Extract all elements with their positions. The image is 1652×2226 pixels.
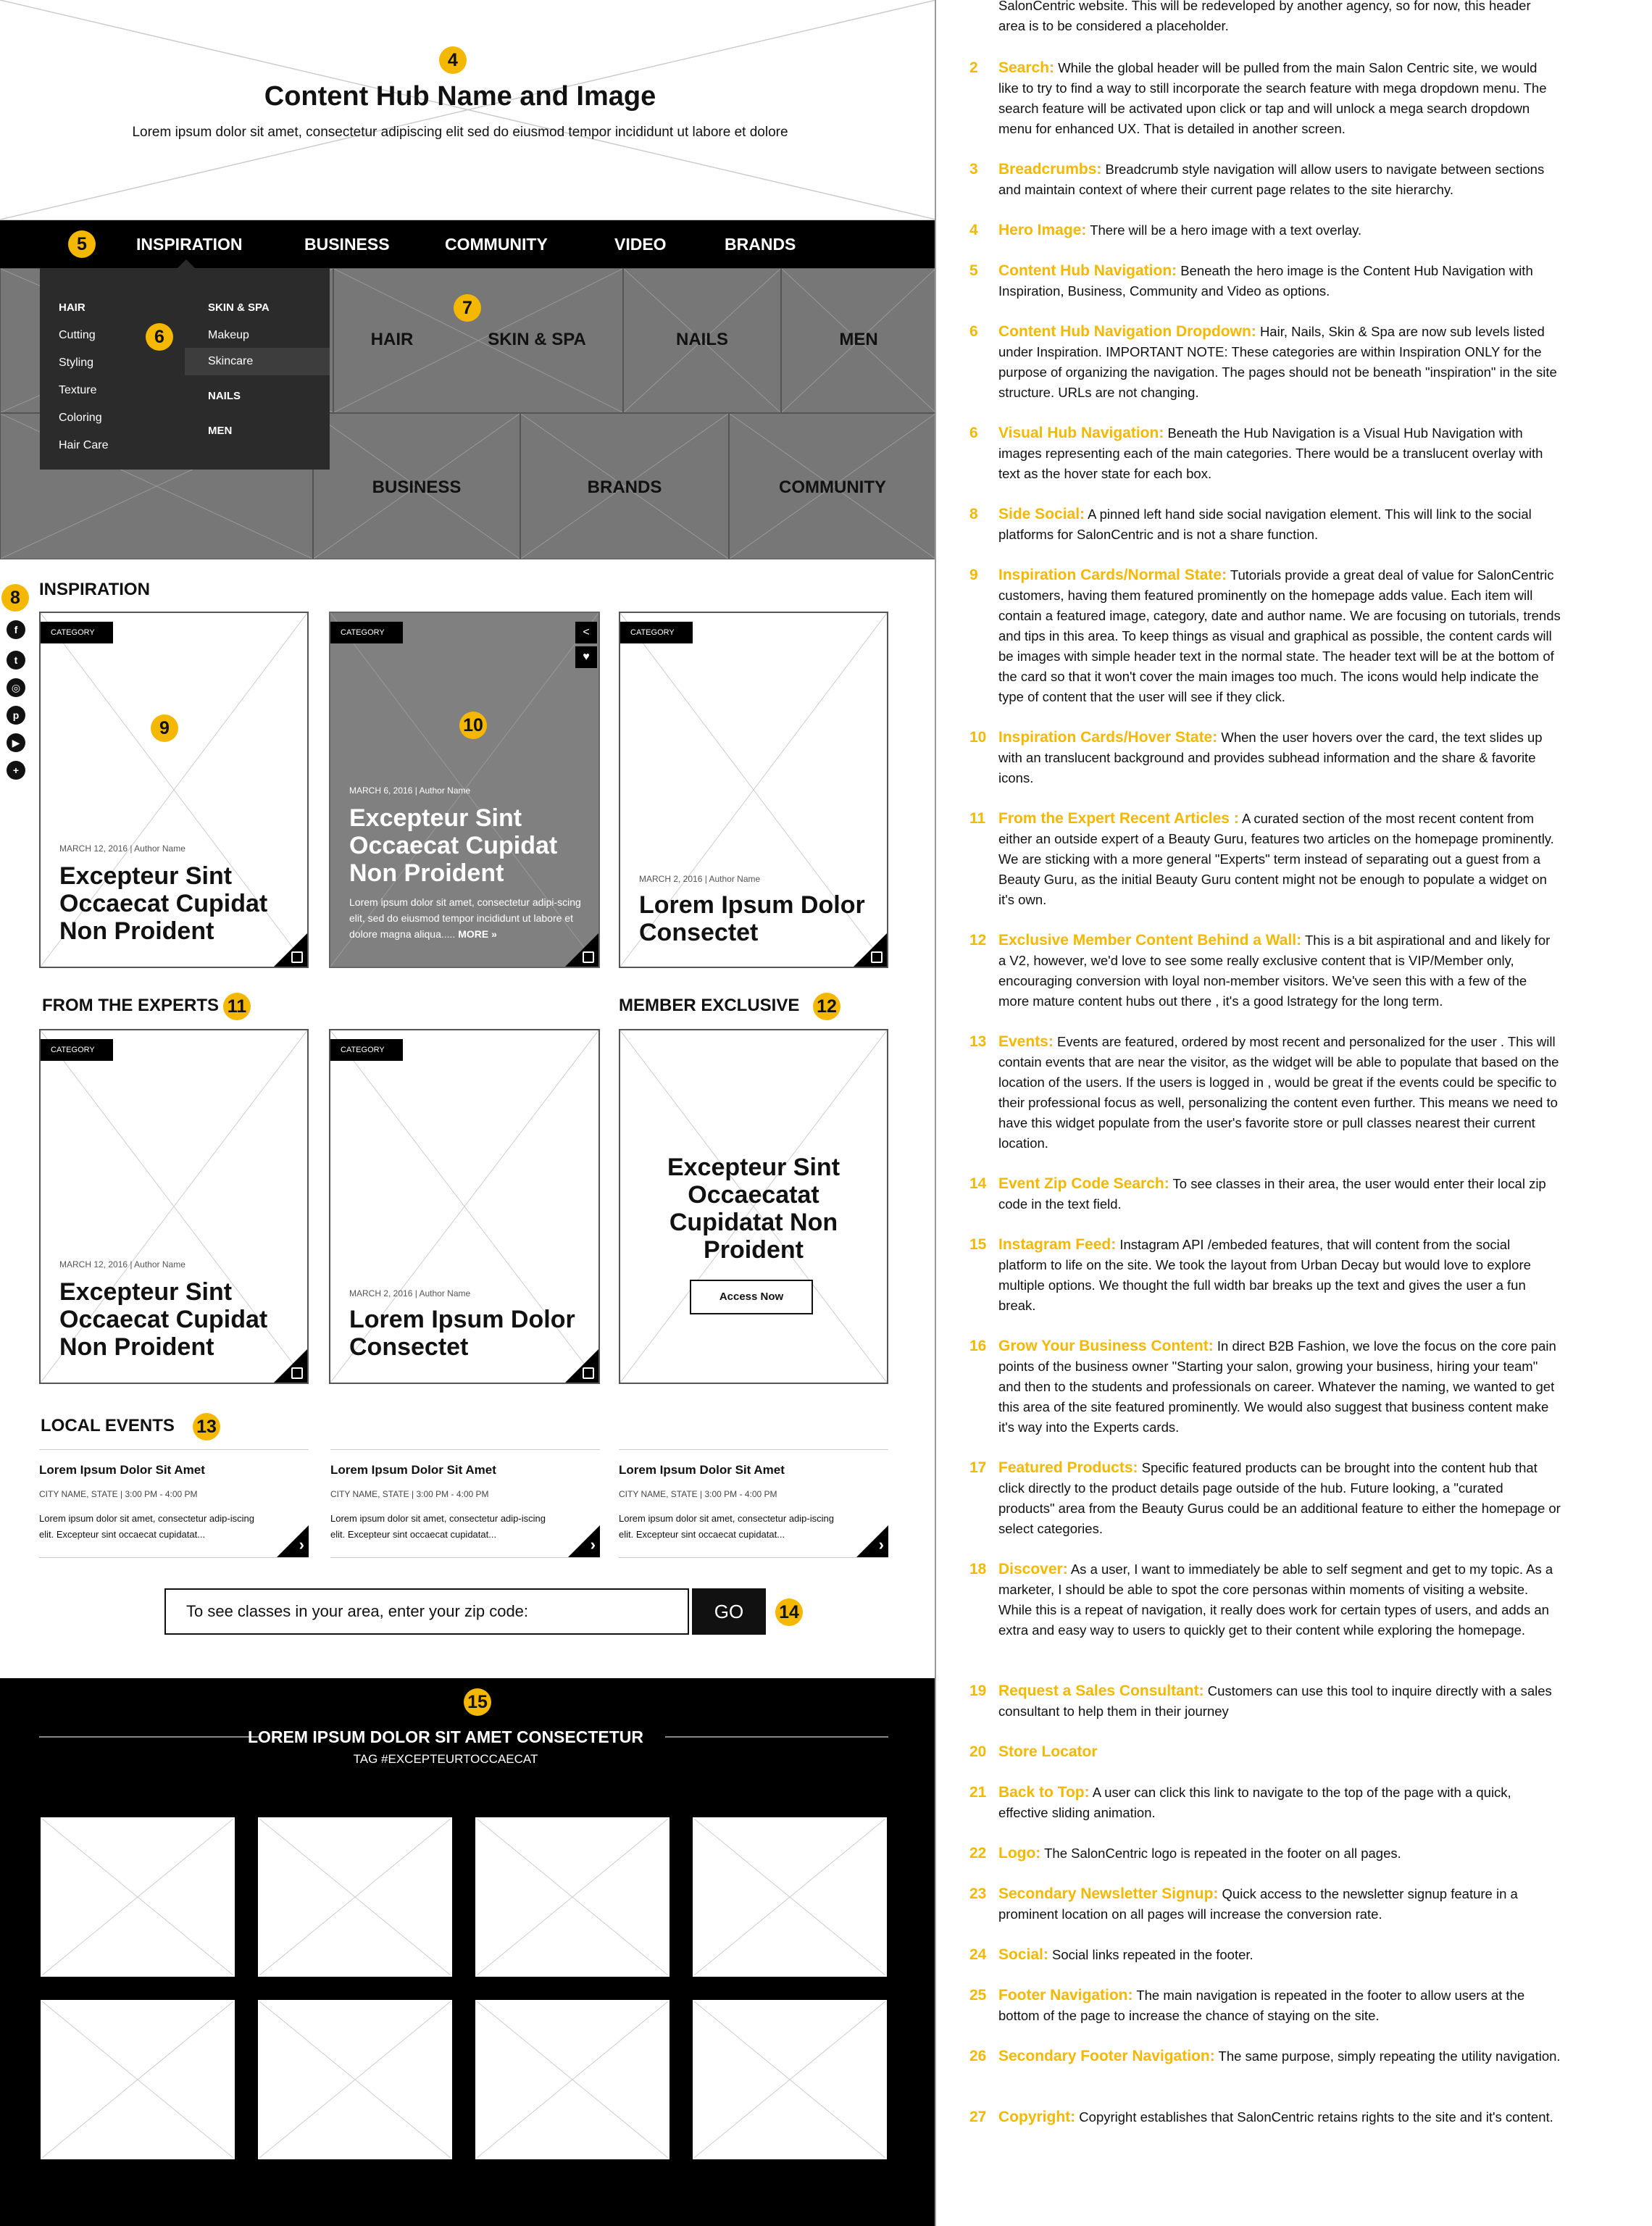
instagram-image[interactable]: [41, 2000, 235, 2159]
note-number: 12: [969, 932, 987, 949]
note-number: 2: [969, 59, 978, 76]
dropdown-item-texture[interactable]: Texture: [59, 384, 97, 396]
expert-card[interactable]: [329, 1029, 600, 1384]
card-meta: MARCH 12, 2016 | Author Name: [59, 843, 185, 854]
note-title: Inspiration Cards/Hover State:: [998, 729, 1218, 746]
annotation-badge: 8: [1, 584, 29, 612]
expert-card[interactable]: [39, 1029, 309, 1384]
dropdown-heading-skin-spa[interactable]: SKIN & SPA: [208, 301, 270, 314]
note-number: 4: [969, 222, 978, 238]
note-title: Breadcrumbs:: [998, 161, 1102, 178]
event-meta: CITY NAME, STATE | 3:00 PM - 4:00 PM: [39, 1489, 198, 1499]
instagram-image[interactable]: [41, 1817, 235, 1977]
card-meta: MARCH 2, 2016 | Author Name: [349, 1288, 471, 1298]
note-title: Inspiration Cards/Normal State:: [998, 567, 1227, 583]
note-item: [967, 423, 1561, 484]
note-text: This is a bit aspirational and and likely for a V2, however, we'd love to see some really exclusive content that is VIP/Member only, encouraging conversion with loyal non-member visitors. We've seen this with a few of the more mature content hubs out there , it's a good lstrategy for the long term.: [998, 933, 1551, 1009]
card-title: Excepteur Sint Occaecat Cupidat Non Proident: [349, 804, 558, 887]
visual-tile-brands[interactable]: [520, 413, 729, 559]
section-heading-events: LOCAL EVENTS: [41, 1416, 175, 1435]
nav-item-video[interactable]: VIDEO: [614, 235, 667, 254]
annotation-badge: 15: [464, 1688, 491, 1716]
nav-item-business[interactable]: BUSINESS: [304, 235, 390, 254]
video-icon: [583, 951, 594, 963]
nav-item-inspiration[interactable]: INSPIRATION: [136, 235, 243, 254]
note-number: 26: [969, 2048, 987, 2064]
placeholder-cross: [42, 1819, 233, 1975]
note-intro: [967, 0, 1561, 36]
note-title: Footer Navigation:: [998, 1987, 1133, 2004]
note-text: Copyright establishes that SalonCentric retains rights to the site and it's content.: [1079, 2109, 1553, 2125]
note-title: Secondary Footer Navigation:: [998, 2048, 1215, 2064]
visual-tile-community[interactable]: [729, 413, 936, 559]
visual-tile-nails[interactable]: [623, 268, 781, 413]
note-title: Back to Top:: [998, 1784, 1090, 1801]
event-meta: CITY NAME, STATE | 3:00 PM - 4:00 PM: [619, 1489, 777, 1499]
dropdown-item-coloring[interactable]: Coloring: [59, 412, 102, 424]
annotation-badge: 7: [454, 294, 481, 322]
event-body: Lorem ipsum dolor sit amet, consectetur adip-iscing elit. Excepteur sint occaecat cupidatat...: [619, 1513, 834, 1540]
note-title: Content Hub Navigation:: [998, 262, 1177, 279]
note-item: [967, 261, 1561, 301]
visual-tile-label-skin-spa: SKIN & SPA: [488, 330, 586, 349]
note-number: 14: [969, 1175, 987, 1192]
note-item: [967, 1336, 1561, 1438]
section-heading-inspiration: INSPIRATION: [39, 580, 150, 599]
content-hub-dropdown: [40, 268, 330, 470]
category-label[interactable]: CATEGORY: [330, 622, 403, 643]
category-label[interactable]: CATEGORY: [41, 1039, 113, 1061]
content-hub-navigation: [0, 220, 936, 268]
note-item: [967, 565, 1561, 707]
plus-icon[interactable]: +: [7, 761, 25, 780]
inspiration-card-hover[interactable]: [329, 612, 600, 968]
note-number: 10: [969, 729, 987, 746]
note-text: A curated section of the most recent content from either an outside expert of a Beauty Guru, features two articles on the homepage prominently. We are sticking with a more general "Experts" term instead of separating out a guest from a Beauty Guru, as the initial Beauty Guru content might not be enough to populate a widget on it's own.: [998, 811, 1554, 907]
card-meta: MARCH 2, 2016 | Author Name: [639, 874, 761, 884]
instagram-icon[interactable]: ◎: [7, 678, 25, 697]
visual-tile-label-community: COMMUNITY: [779, 478, 886, 497]
note-number: 15: [969, 1236, 987, 1253]
note-text: When the user hovers over the card, the text slides up with an translucent background and provides subhead information and the share & favorite icons.: [998, 730, 1543, 785]
note-text: Quick access to the newsletter signup feature in a prominent location on all pages will increase the conversion rate.: [998, 1886, 1518, 1922]
note-item: [967, 504, 1561, 545]
note-item: [967, 2046, 1561, 2067]
section-heading-member: MEMBER EXCLUSIVE: [619, 996, 800, 1015]
zip-code-input[interactable]: [164, 1588, 689, 1635]
note-number: 21: [969, 1784, 987, 1801]
note-text: There will be a hero image with a text overlay.: [1090, 222, 1362, 238]
note-text: Specific featured products can be brought into the content hub that click directly to the product details page outside of the hub. Future looking, a "curated products" area from the Beauty Gurus could be an additional feature to either the homepage or select categories.: [998, 1460, 1561, 1536]
note-item: [967, 1032, 1561, 1154]
instagram-image[interactable]: [475, 1817, 669, 1977]
image-icon: [291, 1367, 303, 1379]
section-heading-experts: FROM THE EXPERTS: [42, 996, 220, 1015]
visual-tile-hair-overlay: [333, 268, 623, 413]
annotation-badge: 14: [775, 1598, 803, 1626]
category-label[interactable]: CATEGORY: [330, 1039, 403, 1061]
note-title: Secondary Newsletter Signup:: [998, 1885, 1219, 1902]
note-item: [967, 1458, 1561, 1539]
note-text: Beneath the hero image is the Content Hub Navigation with Inspiration, Business, Community and Video as options.: [998, 263, 1533, 299]
note-text: Beneath the Hub Navigation is a Visual Hub Navigation with images representing each of the main categories. There would be a translucent overlay with text as the hover state for each box.: [998, 425, 1543, 481]
event-body: Lorem ipsum dolor sit amet, consectetur adip-iscing elit. Excepteur sint occaecat cupidatat...: [39, 1513, 254, 1540]
instagram-title: LOREM IPSUM DOLOR SIT AMET CONSECTETUR: [247, 1727, 644, 1746]
instagram-image[interactable]: [693, 1817, 887, 1977]
dropdown-heading-nails[interactable]: NAILS: [208, 390, 241, 402]
instagram-image[interactable]: [693, 2000, 887, 2159]
note-item: [967, 1945, 1561, 1965]
note-number: 24: [969, 1946, 987, 1963]
note-text: Social links repeated in the footer.: [1052, 1947, 1253, 1962]
visual-tile-label-hair: HAIR: [370, 330, 414, 349]
note-item: [967, 728, 1561, 788]
note-item: [967, 1174, 1561, 1214]
image-icon: [871, 951, 883, 963]
event-title: Lorem Ipsum Dolor Sit Amet: [330, 1463, 496, 1477]
note-text: A user can click this link to navigate to the top of the page with a quick, effective sliding animation.: [998, 1785, 1511, 1820]
note-text: Events are featured, ordered by most recent and personalized for the user . This will contain events that are near the visitor, as the widget will be able to populate that based on the location of the users. If the users is logged in , would be great if the events could be specific to their professional focus as well, personalizing the content even further. This means we need to have this widget populate from the user's favorite store or pull classes nearest their current location.: [998, 1034, 1559, 1151]
note-text: The main navigation is repeated in the footer to allow users at the bottom of the page to increase the chance of staying on the site.: [998, 1988, 1525, 2023]
note-number: 17: [969, 1459, 987, 1476]
category-label[interactable]: CATEGORY: [620, 622, 693, 643]
access-now-button[interactable]: Access Now: [690, 1280, 813, 1314]
annotation-badge: 13: [193, 1413, 220, 1441]
note-number: 19: [969, 1683, 987, 1699]
member-title: Excepteur Sint Occaecatat Cupidatat Non Proident: [667, 1154, 840, 1264]
note-number: 18: [969, 1561, 987, 1577]
event-title: Lorem Ipsum Dolor Sit Amet: [619, 1463, 785, 1477]
note-title: Event Zip Code Search:: [998, 1175, 1169, 1192]
instagram-image[interactable]: [258, 1817, 452, 1977]
note-text: To see classes in their area, the user would enter their local zip code in the text field.: [998, 1176, 1546, 1212]
note-number: 16: [969, 1338, 987, 1354]
chevron-right-icon[interactable]: ›: [590, 1535, 596, 1554]
dropdown-item-highlight: [185, 348, 330, 375]
card-meta: MARCH 12, 2016 | Author Name: [59, 1259, 185, 1270]
note-text: Customers can use this tool to inquire directly with a sales consultant to help them in their journey: [998, 1683, 1552, 1719]
annotation-badge: 12: [813, 993, 840, 1020]
share-icon[interactable]: <: [575, 622, 597, 643]
note-title: From the Expert Recent Articles :: [998, 810, 1239, 827]
note-item: [967, 322, 1561, 403]
note-title: Social:: [998, 1946, 1048, 1963]
card-body: [349, 894, 588, 942]
card-title: Excepteur Sint Occaecat Cupidat Non Proident: [59, 1278, 268, 1361]
visual-tile-label-business: BUSINESS: [372, 478, 462, 497]
annotation-badge: 4: [439, 46, 467, 74]
note-item: [967, 809, 1561, 910]
pinterest-icon[interactable]: p: [7, 706, 25, 725]
instagram-image[interactable]: [258, 2000, 452, 2159]
event-item[interactable]: [39, 1449, 309, 1558]
note-item: [967, 159, 1561, 200]
note-number: 5: [969, 262, 978, 279]
dropdown-item-hair-care[interactable]: Hair Care: [59, 439, 109, 451]
card-title: Lorem Ipsum Dolor Consectet: [349, 1306, 575, 1361]
note-text: In direct B2B Fashion, we love the focus on the core pain points of the business owner "Starting your salon, growing your business, hiring your team" and then to the students and professionals on career. Whatever the naming, we wanted to get this area of the site featured prominently. We would also suggest that business content make it's way into the Experts cards.: [998, 1338, 1556, 1435]
favorite-icon[interactable]: ♥: [575, 646, 597, 668]
dropdown-item-styling[interactable]: Styling: [59, 357, 94, 369]
placeholder-cross: [259, 2001, 451, 2158]
note-number: 3: [969, 161, 978, 178]
placeholder-cross: [259, 1819, 451, 1975]
go-button[interactable]: GO: [692, 1588, 766, 1635]
chevron-right-icon[interactable]: ›: [299, 1535, 304, 1554]
placeholder-cross: [694, 2001, 885, 2158]
dropdown-heading-men[interactable]: MEN: [208, 425, 233, 437]
note-text: SalonCentric website. This will be redeveloped by another agency, so for now, this header area is to be considered a placeholder.: [998, 0, 1531, 33]
note-number: 27: [969, 2109, 987, 2125]
placeholder-cross: [694, 1819, 885, 1975]
note-title: Visual Hub Navigation:: [998, 425, 1164, 441]
note-title: Featured Products:: [998, 1459, 1138, 1476]
note-item: [967, 1681, 1561, 1722]
nav-item-community[interactable]: COMMUNITY: [445, 235, 548, 254]
note-title: Grow Your Business Content:: [998, 1338, 1214, 1354]
note-number: 25: [969, 1987, 987, 2004]
visual-tile-label-brands: BRANDS: [587, 478, 662, 497]
note-number: 6: [969, 425, 978, 441]
visual-tile-business[interactable]: [313, 413, 520, 559]
more-link[interactable]: MORE »: [458, 928, 497, 940]
placeholder-cross: [477, 2001, 668, 2158]
note-title: Store Locator: [998, 1743, 1098, 1760]
note-number: 6: [969, 323, 978, 340]
card-title: Lorem Ipsum Dolor Consectet: [639, 891, 865, 946]
category-label[interactable]: CATEGORY: [41, 622, 113, 643]
card-title: Excepteur Sint Occaecat Cupidat Non Proident: [59, 862, 268, 945]
youtube-icon[interactable]: ▶: [7, 733, 25, 752]
note-number: 13: [969, 1033, 987, 1050]
chevron-right-icon[interactable]: ›: [878, 1535, 884, 1554]
note-text: Breadcrumb style navigation will allow users to navigate between sections and maintain context of where their current page relates to the site hierarchy.: [998, 162, 1545, 197]
event-body: Lorem ipsum dolor sit amet, consectetur adip-iscing elit. Excepteur sint occaecat cupidatat...: [330, 1513, 546, 1540]
note-title: Exclusive Member Content Behind a Wall:: [998, 932, 1302, 949]
note-item: [967, 1559, 1561, 1641]
facebook-icon[interactable]: f: [7, 620, 25, 639]
note-title: Search:: [998, 59, 1055, 76]
note-title: Hero Image:: [998, 222, 1087, 238]
note-title: Copyright:: [998, 2109, 1076, 2125]
note-item: [967, 930, 1561, 1012]
note-text: A pinned left hand side social navigation element. This will link to the social platforms for SalonCentric and is not a share function.: [998, 507, 1532, 542]
dropdown-heading-hair[interactable]: HAIR: [59, 301, 85, 314]
event-meta: CITY NAME, STATE | 3:00 PM - 4:00 PM: [330, 1489, 489, 1499]
note-number: 11: [969, 810, 986, 827]
note-text: The same purpose, simply repeating the utility navigation.: [1218, 2048, 1561, 2064]
dropdown-caret: [176, 259, 196, 270]
note-item: [967, 2107, 1561, 2127]
annotation-badge: 10: [459, 712, 487, 739]
hero-subtitle: Lorem ipsum dolor sit amet, consectetur adipiscing elit sed do eiusmod tempor incididunt ut labore et dolore: [132, 125, 788, 140]
note-text: The SalonCentric logo is repeated in the footer on all pages.: [1044, 1846, 1401, 1861]
zip-code-placeholder: To see classes in your area, enter your zip code:: [186, 1602, 529, 1620]
visual-tile-label-men: MEN: [839, 330, 878, 349]
inspiration-card[interactable]: [619, 612, 888, 968]
note-item: [967, 220, 1561, 241]
annotation-badge: 11: [223, 993, 251, 1020]
note-title: Instagram Feed:: [998, 1236, 1117, 1253]
note-item: [967, 1783, 1561, 1823]
note-title: Discover:: [998, 1561, 1068, 1577]
instagram-image[interactable]: [475, 2000, 669, 2159]
instagram-feed: [0, 1678, 936, 2226]
event-item[interactable]: [619, 1449, 888, 1558]
hero-title: Content Hub Name and Image: [264, 81, 656, 112]
note-text: Hair, Nails, Skin & Spa are now sub levels listed under Inspiration. IMPORTANT NOTE: These categories are within Inspiration ONLY for the purpose of organizing the navigation. The pages should not be beneath "inspiration" in the site structure. URLs are not changing.: [998, 324, 1557, 400]
note-number: 23: [969, 1885, 987, 1902]
note-text: Instagram API /embeded features, that will content from the social platform to life on the site. We took the layout from Urban Decay but would love to explore multiple options. We thought the full width bar breaks up the text and gives the user a fun break.: [998, 1237, 1531, 1313]
note-title: Content Hub Navigation Dropdown:: [998, 323, 1256, 340]
note-number: 20: [969, 1743, 987, 1760]
note-text: As a user, I want to immediately be able to self segment and get to my topic. As a marketer, I should be able to spot the core personas within moments of visiting a website. While this is a repeat of navigation, it really does work for certain types of users, and adds an extra and easy way to users to quickly get to their content while exploring the homepage.: [998, 1562, 1553, 1638]
note-item: [967, 1985, 1561, 2026]
note-item: [967, 1843, 1561, 1864]
dropdown-item-cutting[interactable]: Cutting: [59, 329, 96, 341]
dropdown-item-makeup[interactable]: Makeup: [208, 329, 249, 341]
card-meta: MARCH 6, 2016 | Author Name: [349, 785, 471, 796]
note-title: Side Social:: [998, 506, 1085, 522]
placeholder-cross: [42, 2001, 233, 2158]
note-title: Request a Sales Consultant:: [998, 1683, 1204, 1699]
note-text: While the global header will be pulled from the main Salon Centric site, we would like to try to find a way to still incorporate the search feature with mega dropdown menu. The search feature will be activated upon click or tap and will unlock a mega search dropdown menu for enhanced UX. That is detailed in another screen.: [998, 60, 1547, 136]
card-body-text: Lorem ipsum dolor sit amet, consectetur adipi-scing elit, sed do eiusmod tempor incididunt ut labore et dolore magna aliqua.....: [349, 896, 581, 940]
dropdown-item-skincare[interactable]: Skincare: [208, 355, 254, 367]
nav-item-brands[interactable]: BRANDS: [725, 235, 796, 254]
annotation-badge: 5: [68, 230, 96, 258]
event-item[interactable]: [330, 1449, 600, 1558]
hero-image: [0, 0, 936, 220]
note-number: 22: [969, 1845, 987, 1862]
annotation-badge: 6: [146, 323, 173, 351]
instagram-tag: TAG #EXCEPTEURTOCCAECAT: [353, 1752, 538, 1766]
placeholder-cross: [477, 1819, 668, 1975]
note-text: Tutorials provide a great deal of value for SalonCentric customers, having them featured prominently on the homepage adds value. Each item will contain a featured image, category, date and author name. We are focusing on tutorials, trends and tips in this area. To keep things as visual and graphical as possible, the content cards will be images with simple header text in the normal state. The header text will be at the bottom of the card so that it won't cover the main images too much. The icons would help indicate the type of content that the user will see if they click.: [998, 567, 1561, 704]
event-title: Lorem Ipsum Dolor Sit Amet: [39, 1463, 205, 1477]
note-item: [967, 1742, 1561, 1762]
annotation-badge: 9: [151, 714, 178, 742]
member-exclusive-card[interactable]: [619, 1029, 888, 1384]
twitter-icon[interactable]: t: [7, 651, 25, 670]
note-item: [967, 1884, 1561, 1925]
note-title: Logo:: [998, 1845, 1041, 1862]
visual-tile-men[interactable]: [781, 268, 936, 413]
note-number: 8: [969, 506, 978, 522]
article-icon: [583, 1367, 594, 1379]
visual-tile-label-nails: NAILS: [676, 330, 728, 349]
note-item: [967, 1235, 1561, 1316]
note-number: 9: [969, 567, 978, 583]
note-item: [967, 58, 1561, 139]
note-title: Events:: [998, 1033, 1054, 1050]
article-icon: [291, 951, 303, 963]
inspiration-card[interactable]: [39, 612, 309, 968]
